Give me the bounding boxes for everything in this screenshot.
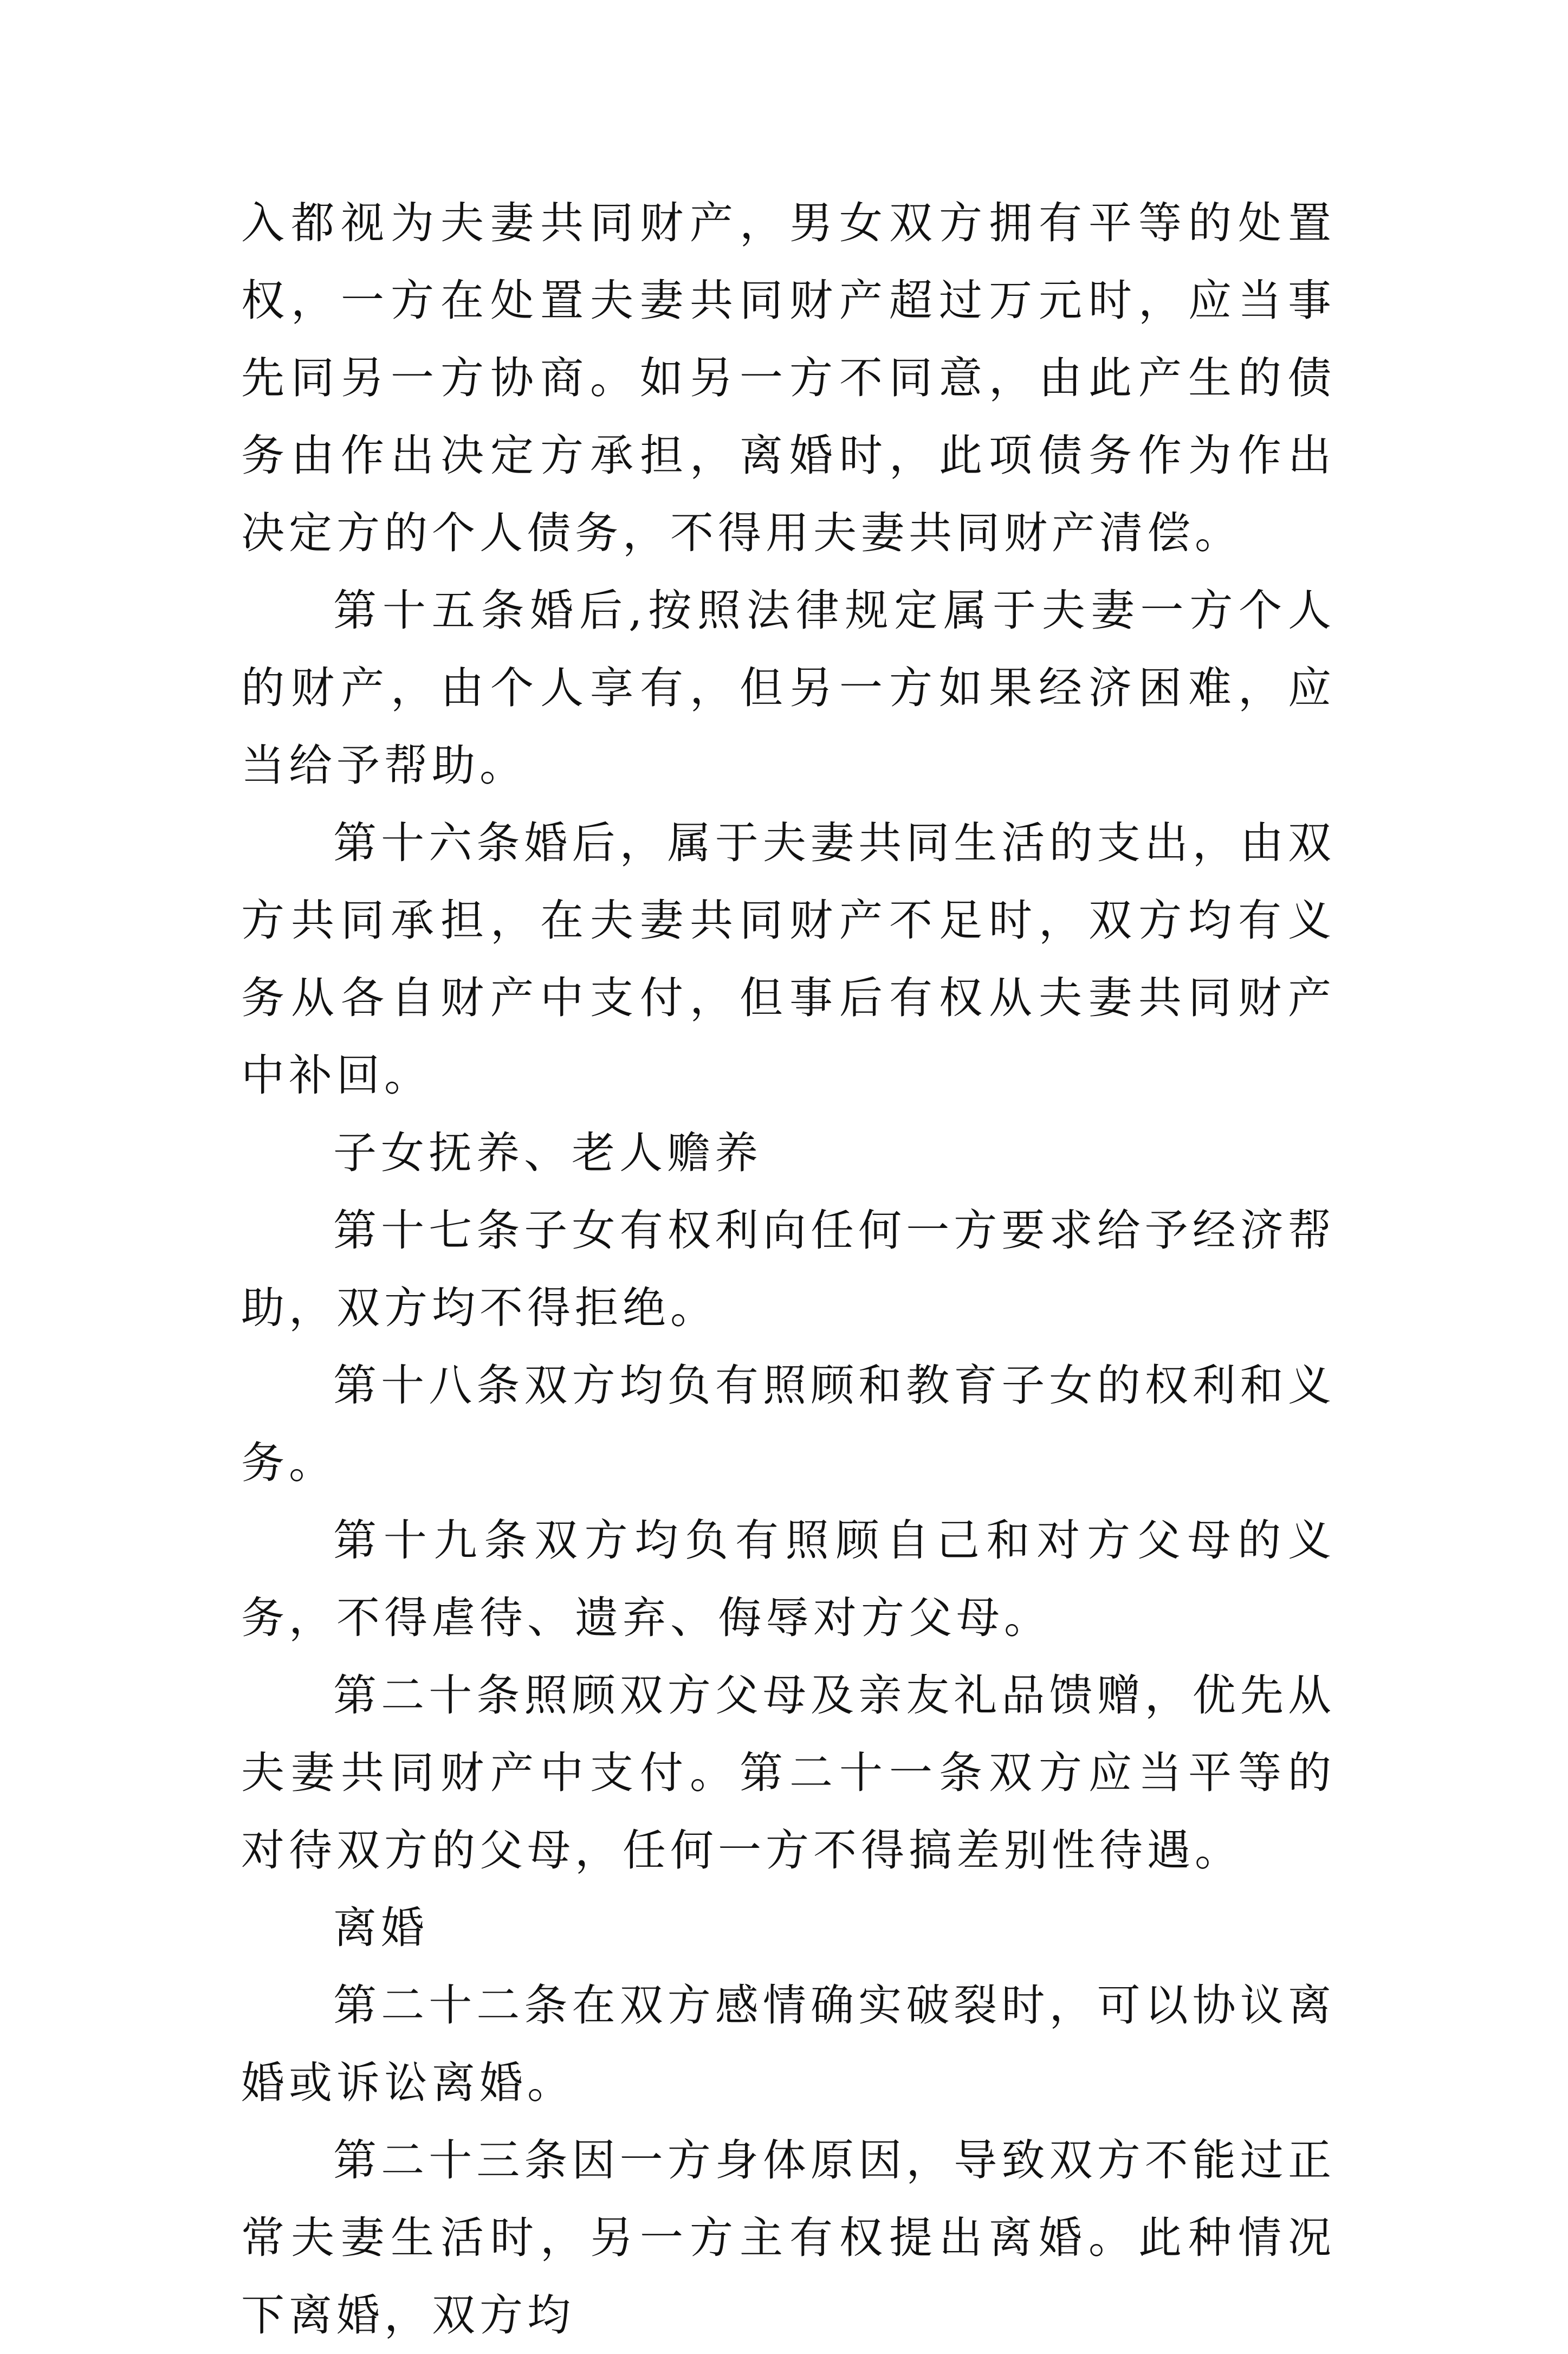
paragraph: 入都视为夫妻共同财产，男女双方拥有平等的处置权，一方在处置夫妻共同财产超过万元时，应当事先同另一方协商。如另一方不同意，由此产生的债务由作出决定方承担，离婚时，此项债务作为作出决定方的个人债务，不得用夫妻共同财产清偿。: [241, 198, 1336, 558]
paragraph: 第十五条婚后,按照法律规定属于夫妻一方个人的财产，由个人享有，但另一方如果经济困难，应当给予帮助。: [241, 585, 1336, 791]
paragraph: 第二十三条因一方身体原因，导致双方不能过正常夫妻生活时，另一方主有权提出离婚。此种情况下离婚，双方均: [241, 2135, 1336, 2340]
section-heading: 离婚: [333, 1903, 429, 1953]
paragraph: 第二十二条在双方感情确实破裂时，可以协议离婚或诉讼离婚。: [241, 1980, 1336, 2108]
paragraph: 第十七条子女有权利向任何一方要求给予经济帮助，双方均不得拒绝。: [241, 1205, 1336, 1333]
document-body: [241, 184, 1336, 2354]
paragraph: 第十六条婚后，属于夫妻共同生活的支出，由双方共同承担，在夫妻共同财产不足时，双方均有义务从各自财产中支付，但事后有权从夫妻共同财产中补回。: [241, 818, 1336, 1101]
paragraph: 第十八条双方均负有照顾和教育子女的权利和义务。: [241, 1360, 1336, 1488]
paragraph: 第二十条照顾双方父母及亲友礼品馈赠，优先从夫妻共同财产中支付。第二十一条双方应当平等的对待双方的父母，任何一方不得搞差别性待遇。: [241, 1670, 1336, 1876]
paragraph: 第十九条双方均负有照顾自己和对方父母的义务，不得虐待、遗弃、侮辱对方父母。: [241, 1515, 1336, 1643]
section-heading: 子女抚养、老人赡养: [333, 1128, 762, 1178]
